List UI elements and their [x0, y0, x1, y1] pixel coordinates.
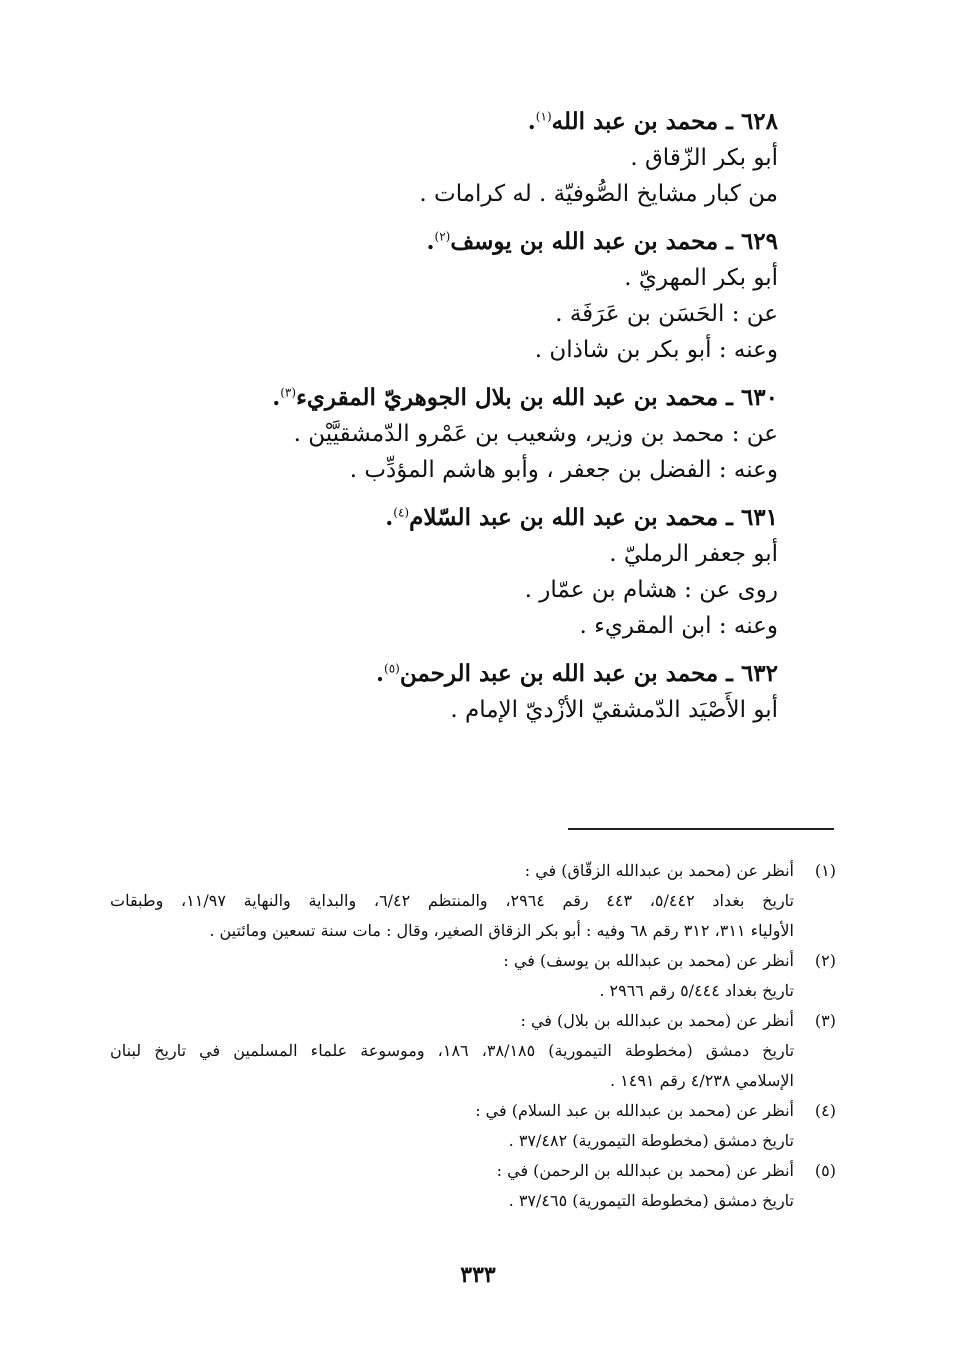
footnote-ref: (٢)	[434, 229, 451, 244]
footnote-line: تاريخ بغداد ٥/٤٤٢، ٤٤٣ رقم ٢٩٦٤، والمنتظم ٦/٤٢، والبداية والنهاية ١١/٩٧، وطبقات	[110, 891, 795, 910]
footnotes	[110, 856, 836, 1216]
footnote-4	[110, 1096, 836, 1156]
footnote-line: تاريخ دمشق (مخطوطة التيمورية) ٣٨/١٨٥، ١٨٦، وموسوعة علماء المسلمين في تاريخ لبنان	[110, 1041, 795, 1060]
footnote-number: (٣)	[814, 1011, 836, 1030]
footnote-line: الأولياء ٣١١، ٣١٢ رقم ٦٨ وفيه : أبو بكر الزقاق الصغير، وقال : مات سنة تسعين ومائتين .	[209, 921, 794, 940]
footnote-line: الإسلامي ٤/٢٣٨ رقم ١٤٩١ .	[609, 1071, 794, 1090]
entry-heading: ٦٣١ ـ محمد بن عبد الله بن عبد السّلام$^{(٤)}$.	[385, 504, 778, 531]
entry-line: من كبار مشايخ الصُّوفيّة . له كرامات .	[419, 181, 778, 207]
footnote-number: (١)	[814, 861, 836, 880]
entry-heading: ٦٣٠ ـ محمد بن عبد الله بن بلال الجوهريّ المقريء$^{(٣)}$.	[272, 384, 778, 411]
footnote-line: أنظر عن (محمد بن عبدالله الزقّاق) في :	[524, 861, 794, 880]
main-text	[158, 104, 778, 740]
page-number: ٣٣٣	[460, 1262, 496, 1288]
entry-630	[158, 380, 778, 488]
footnote-line: تاريخ دمشق (مخطوطة التيمورية) ٣٧/٤٨٢ .	[508, 1131, 794, 1150]
footnote-line: أنظر عن (محمد بن عبدالله بن عبد السلام) في :	[475, 1101, 794, 1120]
entry-line: وعنه : الفضل بن جعفر ، وأبو هاشم المؤدِّب .	[349, 457, 778, 483]
footnote-number: (٢)	[814, 951, 836, 970]
footnote-ref: (٤)	[393, 505, 410, 520]
footnote-ref: (٥)	[384, 661, 400, 676]
footnote-1	[110, 856, 836, 946]
footnote-ref: (٣)	[280, 385, 297, 400]
footnote-number: (٥)	[814, 1161, 836, 1180]
entry-heading: ٦٣٢ ـ محمد بن عبد الله بن عبد الرحمن$^{(٥)}$.	[376, 660, 778, 687]
entry-heading: ٦٢٨ ـ محمد بن عبد الله$^{(١)}$.	[527, 108, 778, 135]
entry-line: وعنه : أبو بكر بن شاذان .	[534, 337, 778, 363]
footnote-line: تاريخ دمشق (مخطوطة التيمورية) ٣٧/٤٦٥ .	[508, 1191, 794, 1210]
footnote-line: أنظر عن (محمد بن عبدالله بن بلال) في :	[520, 1011, 794, 1030]
footnote-line: أنظر عن (محمد بن عبدالله بن يوسف) في :	[503, 951, 794, 970]
footnote-2	[110, 946, 836, 1006]
entry-line: أبو الأَصْيَد الدّمشقيّ الأزْديّ الإمام .	[450, 697, 778, 723]
footnote-line: أنظر عن (محمد بن عبدالله بن الرحمن) في :	[496, 1161, 794, 1180]
entry-629	[158, 224, 778, 368]
footnote-ref: (١)	[535, 109, 552, 124]
entry-632	[158, 656, 778, 728]
entry-line: عن : الحَسَن بن عَرَفَة .	[555, 301, 778, 327]
entry-631	[158, 500, 778, 644]
footnote-3	[110, 1006, 836, 1096]
footnote-5	[110, 1156, 836, 1216]
entry-line: أبو بكر الزّقاق .	[630, 145, 778, 171]
footnote-number: (٤)	[814, 1101, 836, 1120]
entry-line: أبو بكر المهريّ .	[624, 265, 778, 291]
footnote-line: تاريخ بغداد ٥/٤٤٤ رقم ٢٩٦٦ .	[599, 981, 794, 1000]
footnote-separator	[568, 828, 834, 830]
entry-line: أبو جعفر الرمليّ .	[609, 541, 778, 567]
entry-heading: ٦٢٩ ـ محمد بن عبد الله بن يوسف$^{(٢)}$.	[426, 228, 778, 255]
entry-line: عن : محمد بن وزير، وشعيب بن عَمْرو الدّمشقيَّيْن .	[293, 421, 778, 447]
entry-line: وعنه : ابن المقريء .	[579, 613, 778, 639]
entry-628	[158, 104, 778, 212]
entry-line: روى عن : هشام بن عمّار .	[524, 577, 778, 603]
